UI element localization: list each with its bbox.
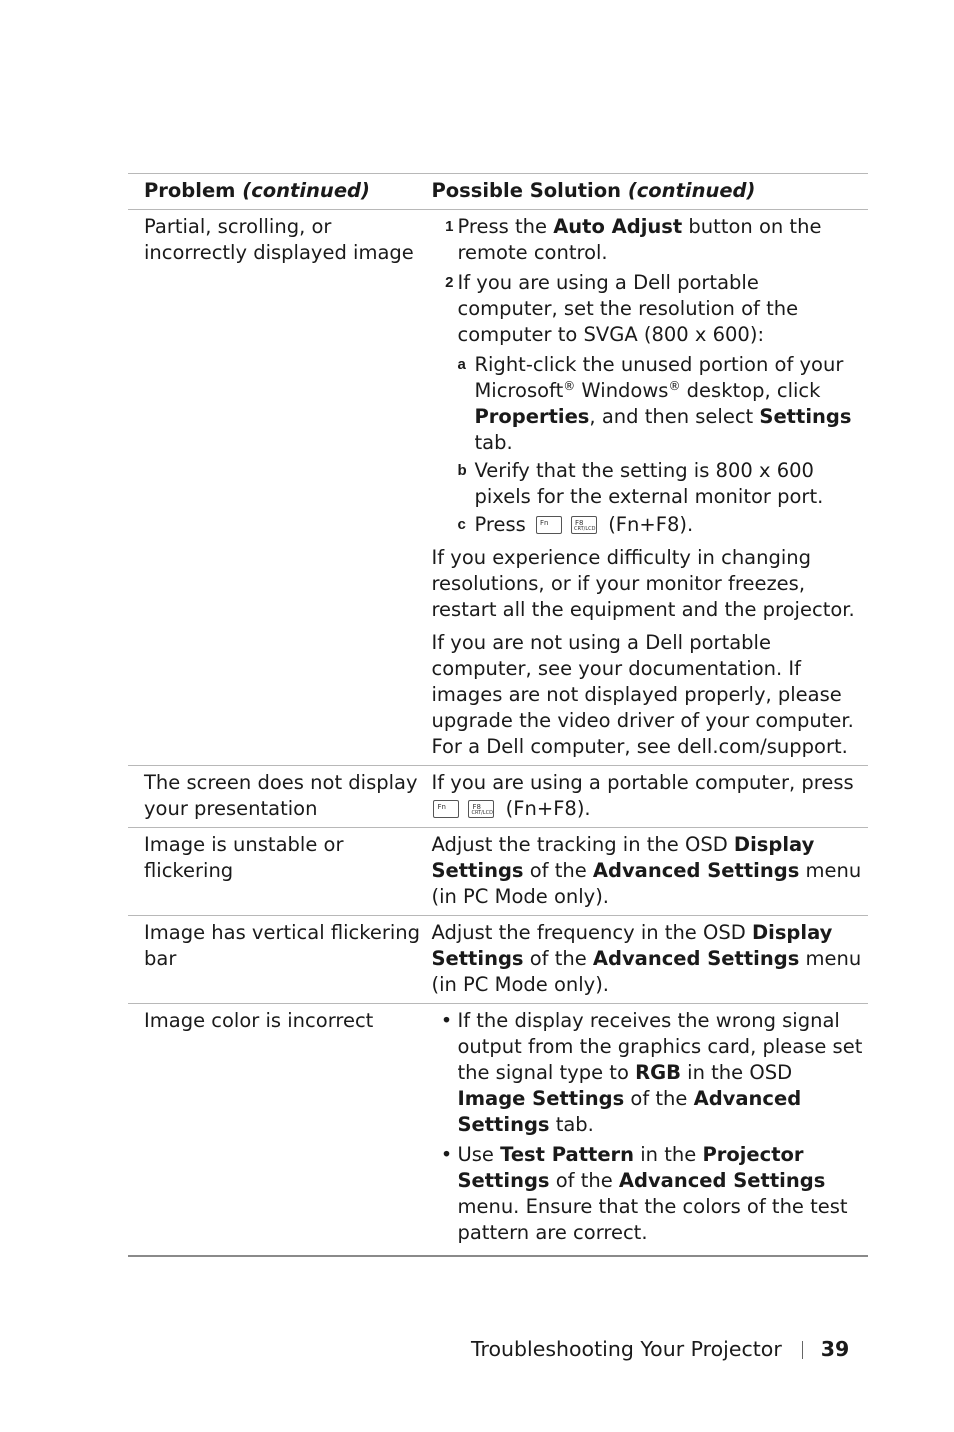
bullet-item — [431, 1142, 864, 1246]
problem-header-continued: (continued) — [242, 179, 370, 202]
step-number: 1 — [445, 218, 454, 235]
problem-header-text: Problem — [144, 179, 236, 202]
substep-text — [474, 352, 864, 456]
problem-column-header — [128, 174, 431, 210]
text-run: Use — [457, 1143, 501, 1166]
text-run: menu (in PC Mode only). — [431, 947, 862, 996]
bold-run: Display Settings — [431, 921, 833, 970]
step-text: If you are using a Dell portable computer, set the resolution of the computer to SVGA (800 x 600): — [457, 271, 799, 346]
f8-key-icon — [571, 516, 597, 534]
problem-cell: Partial, scrolling, or incorrectly displayed image — [144, 215, 414, 264]
solution-cell — [431, 1004, 868, 1257]
table-row — [128, 766, 868, 828]
key-sublabel: CRT/LCD — [471, 810, 493, 816]
bold-run: Properties — [474, 405, 590, 428]
registered-mark: ® — [668, 379, 681, 393]
solution-cell — [431, 916, 868, 1004]
text-run: Adjust the tracking in the OSD — [431, 833, 734, 856]
problem-cell: Image is unstable or flickering — [144, 833, 344, 882]
f8-key-icon — [468, 800, 494, 818]
bullet-text — [457, 1008, 864, 1138]
bold-run: Projector Settings — [457, 1143, 804, 1192]
bold-run: Advanced Settings — [457, 1087, 802, 1136]
key-sublabel: CRT/LCD — [574, 526, 596, 532]
key-label: F8 — [472, 803, 481, 811]
footer-section-title: Troubleshooting Your Projector — [471, 1337, 782, 1361]
solution-cell — [431, 828, 868, 916]
solution-header-continued: (continued) — [627, 179, 756, 202]
substep-letter: c — [457, 516, 466, 533]
text-run: If you are using a portable computer, press — [431, 771, 854, 794]
substep-text — [474, 512, 864, 538]
substep-b — [457, 458, 864, 510]
page-footer — [471, 1337, 849, 1361]
footer-divider — [802, 1341, 803, 1359]
text-run: in the OSD — [680, 1061, 793, 1084]
text-run: of the — [624, 1087, 694, 1110]
page-number: 39 — [820, 1337, 850, 1361]
text-run: tab. — [474, 431, 513, 454]
text-run: If the display receives the wrong signal output from the graphics card, please set the signal type to — [457, 1009, 863, 1084]
text-run: , and then select — [589, 405, 760, 428]
bold-run: RGB — [635, 1061, 681, 1084]
key-label: Fn — [437, 803, 446, 811]
troubleshooting-table — [128, 173, 868, 1257]
bullet-item — [431, 1008, 864, 1138]
registered-mark: ® — [563, 379, 576, 393]
bold-run: Image Settings — [457, 1087, 625, 1110]
text-run: desktop, click — [680, 379, 821, 402]
fn-key-icon — [536, 516, 562, 534]
substep-text: Verify that the setting is 800 x 600 pixels for the external monitor port. — [474, 459, 824, 508]
fn-key-icon — [433, 800, 459, 818]
bold-run: Display Settings — [431, 833, 815, 882]
bold-run: Test Pattern — [500, 1143, 635, 1166]
solution-cell — [431, 210, 868, 766]
solution-header-text: Possible Solution — [431, 179, 622, 202]
bold-run: Advanced Settings — [618, 1169, 826, 1192]
solution-cell — [431, 766, 868, 828]
solution-paragraph: If you are not using a Dell portable computer, see your documentation. If images are not displayed properly, please upgrade the video driver of your computer. For a Dell computer, see dell.com/support. — [431, 631, 854, 758]
text-run: in the — [634, 1143, 703, 1166]
text-run: (Fn+F8). — [608, 513, 694, 536]
table-header-row — [128, 174, 868, 210]
substep-c — [457, 512, 864, 538]
text-run: Adjust the frequency in the OSD — [431, 921, 752, 944]
substep-letter: a — [457, 356, 466, 373]
bold-run: Advanced Settings — [592, 947, 800, 970]
problem-cell: Image color is incorrect — [144, 1009, 374, 1032]
bullet-text — [457, 1142, 864, 1246]
problem-cell: The screen does not display your presentation — [144, 771, 418, 820]
step-1 — [431, 214, 864, 266]
text-run: of the — [523, 859, 593, 882]
bold-run: Auto Adjust — [553, 215, 683, 238]
text-run: menu. Ensure that the colors of the test pattern are correct. — [457, 1195, 848, 1244]
text-run: button on the remote control. — [457, 215, 822, 264]
problem-cell: Image has vertical flickering bar — [144, 921, 421, 970]
bold-run: Advanced Settings — [592, 859, 800, 882]
step-number: 2 — [445, 274, 454, 291]
table-row — [128, 828, 868, 916]
solution-column-header — [431, 174, 868, 210]
text-run: of the — [549, 1169, 619, 1192]
step-text — [457, 214, 864, 266]
text-run: menu (in PC Mode only). — [431, 859, 862, 908]
table-row — [128, 210, 868, 766]
key-label: Fn — [540, 519, 549, 527]
solution-paragraph: If you experience difficulty in changing resolutions, or if your monitor freezes, restart all the equipment and the projector. — [431, 546, 855, 621]
text-run: tab. — [549, 1113, 594, 1136]
text-run: Press — [474, 513, 526, 536]
bullet-icon: • — [440, 1009, 453, 1032]
table-row — [128, 916, 868, 1004]
key-label: F8 — [575, 519, 584, 527]
step-2 — [431, 270, 864, 348]
substep-a — [457, 352, 864, 456]
text-run: (Fn+F8). — [505, 797, 591, 820]
text-run: Right-click the unused portion of your Microsoft — [474, 353, 844, 402]
substep-letter: b — [457, 462, 467, 479]
text-run: Press the — [457, 215, 554, 238]
table-row — [128, 1004, 868, 1257]
bullet-icon: • — [440, 1143, 453, 1166]
text-run: of the — [523, 947, 593, 970]
bold-run: Settings — [759, 405, 852, 428]
text-run: Windows — [575, 379, 669, 402]
